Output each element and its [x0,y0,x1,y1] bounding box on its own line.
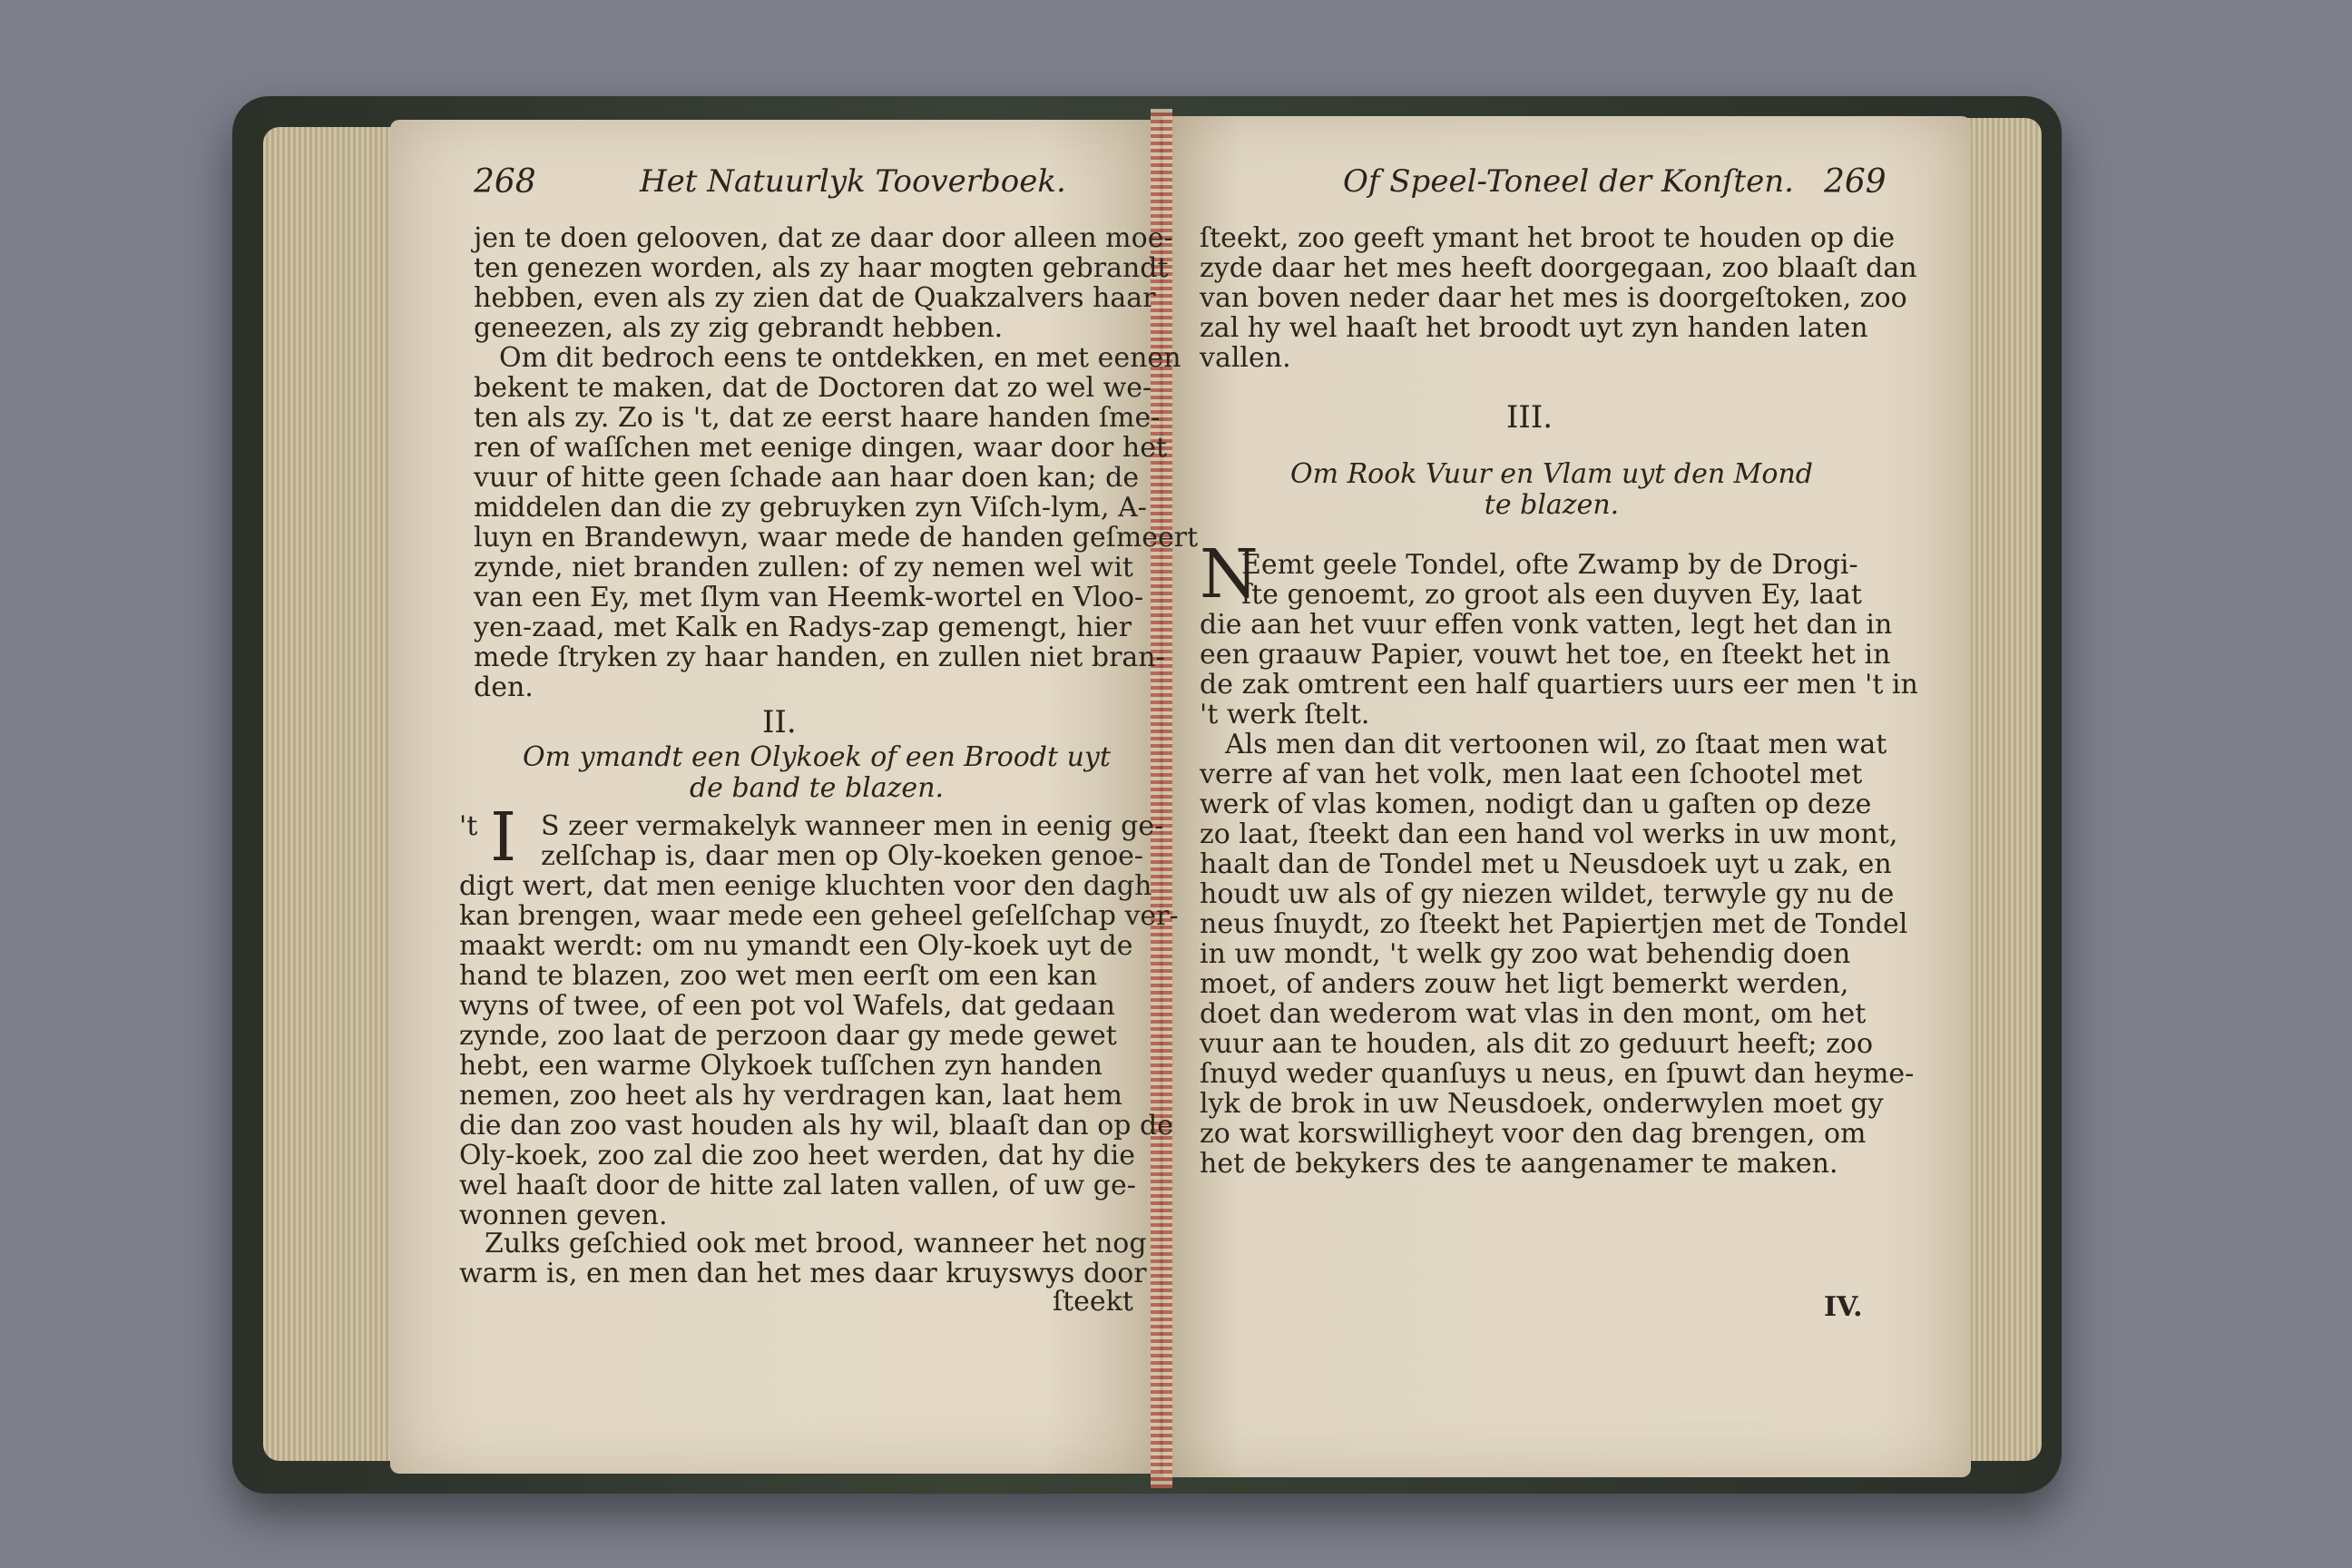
left-paragraph-3-prefix: 't [459,810,478,842]
right-paragraph-1: ſteekt, zoo geeft ymant het broot te houden op die zyde daar het mes heeft doorgegaan, zoo blaaſt dan van boven neder daar het mes is doorgeſtoken, zoo zal hy wel haaſt het broodt uyt zyn handen laten vallen. [1200,222,1917,374]
right-page-number: 269 [1824,163,1886,201]
section-title-II: Om ymandt een Olykoek of een Broodt uyt de band te blazen. [523,741,1111,804]
left-page-number: 268 [474,163,536,201]
left-paragraph-1: jen te doen gelooven, dat ze daar door alleen moe- ten genezen worden, als zy haar mogten gebrandt hebben, even als zy zien dat de Quakzalvers haar geneezen, als zy zig gebrandt hebben. [474,222,1173,344]
dropcap-I: I [490,799,517,877]
left-running-header: Het Natuurlyk Tooverboek. [640,163,1066,200]
page-edges-left [263,127,399,1461]
right-catchword: IV. [1824,1291,1863,1323]
left-paragraph-4: Zulks geſchied ook met brood, wanneer het nog warm is, en men dan het mes daar kruyswys door [459,1228,1147,1289]
section-title-III: Om Rook Vuur en Vlam uyt den Mond te blazen. [1290,458,1813,521]
right-paragraph-3: Als men dan dit vertoonen wil, zo ſtaat men wat verre af van het volk, men laat een ſchootel met werk of vlas komen, nodigt dan u gaſten op deze zo laat, ſteekt dan een hand vol werks in uw mont, haalt dan de Tondel met u Neusdoek uyt u zak, en houdt uw als of gy niezen wildet, terwyle gy nu de neus ſnuydt, zo ſteekt het Papiertjen met de Tondel in uw mondt, 't welk gy zoo wat behendig doen moet, of anders zouw het ligt bemerkt werden, doet dan wederom wat vlas in den mont, om het vuur aan te houden, als dit zo geduurt heeft; zoo ſnuyd weder quanſuys u neus, en ſpuwt dan heyme- lyk de brok in uw Neusdoek, onderwylen moet gy zo wat korswilligheyt voor den dag brengen, om het de bekykers des te aangenamer te maken. [1200,729,1915,1180]
section-number-III: III. [1506,399,1553,436]
section-number-II: II. [762,704,797,740]
right-paragraph-2: Eemt geele Tondel, ofte Zwamp by de Drogi- ſte genoemt, zo groot als een duyven Ey, laat die aan het vuur effen vonk vatten, legt het dan in een graauw Papier, vouwt het toe, en ſteekt het in de zak omtrent een half quartiers uurs eer men 't in 't werk ſtelt. [1200,549,1918,730]
left-paragraph-3: S zeer vermakelyk wanneer men in eenig ge- zelſchap is, daar men op Oly-koeken genoe- digt wert, dat men eenige kluchten voor den dagh kan brengen, waar mede een geheel geſelſchap ver- maakt werdt: om nu ymandt een Oly-koek uyt de hand te blazen, zoo wet men eerſt om een kan wyns of twee, of een pot vol Wafels, dat gedaan zynde, zoo laat de perzoon daar gy mede gewet hebt, een warme Olykoek tuſſchen zyn handen nemen, zoo heet als hy verdragen kan, laat hem die dan zoo vast houden als hy wil, blaaſt dan op de Oly-koek, zoo zal die zoo heet werden, dat hy die wel haaſt door de hitte zal laten vallen, of uw ge- wonnen geven. [459,810,1179,1231]
left-catchword: ſteekt [1053,1286,1133,1318]
left-paragraph-2: Om dit bedroch eens te ontdekken, en met eenen bekent te maken, dat de Doctoren dat zo wel we- ten als zy. Zo is 't, dat ze eerst haare handen ſme- ren of waſſchen met eenige dingen, waar door het vuur of hitte geen ſchade aan haar doen kan; de middelen dan die zy gebruyken zyn Viſch-lym, A- luyn en Brandewyn, waar mede de handen geſmeert zynde, niet branden zullen: of zy nemen wel wit van een Ey, met ſlym van Heemk-wortel en Vloo- yen-zaad, met Kalk en Radys-zap gemengt, hier mede ſtryken zy haar handen, en zullen niet bran- den. [474,342,1199,703]
right-running-header: Of Speel-Toneel der Konſten. [1343,163,1794,200]
dropcap-N: N [1200,535,1259,613]
